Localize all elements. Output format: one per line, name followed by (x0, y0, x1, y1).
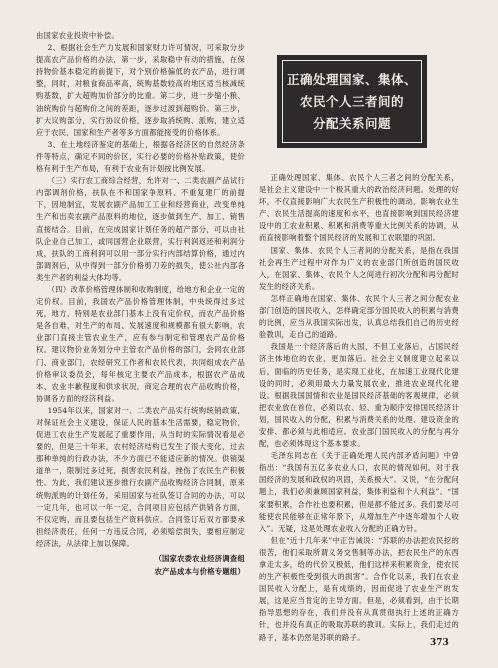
paragraph: 正确处理国家、集体、农民个人三者之间的分配关系，是社会主义建设中一个极其重大的政治经济问题。处理的好坏，不仅直接影响广大农民生产积极性的调动，影响农业生产、农民生活提高的速度和水平，也直接影响到国民经济建设中的工农业积累、积累和消费等重大比例关系的协调，从而直接影响着整个国民经济的发展和工农联盟的巩固。 (259, 173, 459, 243)
article-title-line-1: 正确处理国家、集体、 (286, 71, 417, 87)
paragraph: （三）实行农工商综合经营，允许对一、二类农副产品试行内部调剂价格，扶队在不和国家争原料、不重复建厂的前提下，因地制宜，发展农副产品加工工业和经营商业，改变单纯生产和出卖农副产品原料的地位，逐步做到生产、加工、销售直接结合。目前，在完成国家计划任务的超产部分，可以由社队企业自己加工，或同国营企业联营，实行利润返还和利润分成，扶队的工商利润可以用一部分实行内部结算价格，通过内部调剂后，从中得到一部分价格剪刀差的损失，使公社内部各类生产者的利益大体均等。 (36, 176, 245, 282)
left-column (36, 30, 245, 578)
attribution-line-1: （国家农委农业经济调查组 (154, 554, 245, 564)
article-title-box (277, 55, 427, 148)
attribution-line-2: 农产品成本与价格专题组） (154, 567, 245, 577)
article-title-line-3: 分配关系问题 (312, 115, 391, 131)
attribution (36, 552, 245, 578)
paragraph: （四）改革价格管理体制和收购制度，给地方和企业一定的定价权。目前，我国农产品价格管理体制，中央统得过多过死，地方、特别是农业部门基本上没有定价权，而农产品价格是各自难，对生产的布局、发展速度和规模都有很大影响，农业部门直接主管农业生产，应有参与制定和管理农产品价格权。建议物价业务划分中主管农产品价格的部门，会同农业部门、商业部门，农经研究工作者和农民代表，共同组成农产品价格审议委员会，每年核定主要农产品成本，根据农产品成本、农业丰歉程度和供求状况，商定合理的农产品收购价格，协调各方面的经济利益。 (36, 284, 245, 403)
article-title-line-2: 农民个人三者间的 (299, 93, 404, 109)
right-column (259, 172, 459, 644)
article-title-frame (282, 60, 422, 143)
paragraph: 毛泽东同志在《关于正确处理人民内部矛盾问题》中曾指出：“我国有五亿多农业人口，农民的情况如何，对于我国经济的发展和政权的巩固，关系极大”。又说，“在分配问题上，我们必须兼顾国家利益，集体利益和个人利益”。“国家要积累，合作社也要积累，但是都不能过多。我们要尽可能使农民能够在正常年景下，从增加生产中逐年增加个人收入”。无疑，这是处理农业收入分配的正确方针。 (259, 451, 459, 533)
paragraph: 2、根据社会生产力发展和国家财力许可情况，可采取分步提高农产品价格的办法，第一步，采取稳中有动的措施，在保持物价基本稳定的前提下，对个别价格偏低的农产品，进行调整，同时，对粮食商品率高，统购基数较高的地区适当核减统购基数，扩大超购加价部分的比重。第二步，进一步缩小粮、油统购价与超购价之间的差距，逐步过渡到超购价。第三步，扩大议购部分，实行协议价格，逐步取消统购、派购，建立适应于农民、国家和生产者等多方面都能接受的价格体系。 (36, 43, 245, 137)
paragraph: 由国家农业投资中补偿。 (36, 31, 120, 40)
paragraph: 3、在土地经济鉴定的基础上，根据各经济区的自然经济条件等特点，确定不同的价区，实行必要的价格补贴政策，使价格有利于生产布局，有利于农业有计划按比例发展。 (36, 139, 245, 174)
page-number: 373 (430, 638, 449, 648)
paragraph: 国家、集体、农民个人三者间的分配关系，是指在我国社会再生产过程中对作为广义的农业部门所创造的国民收入，在国家、集体、农民个人之间进行初次分配和再分配时发生的经济关系。 (259, 245, 459, 291)
paragraph: 我国是一个经济落后的大国，不但工业落后，占国民经济主体地位的农业，更加落后。社会主义制度建立起来以后，面临的历史任务，是实现工业化，在加速工业现代化建设的同时，必须用最大力量发展农业，推进农业现代化建设。根据我国国情和农业是国民经济基础的客观规律，必须把农业放在首位，必须以农、轻、重为顺序安排国民经济计划，国民收入的分配，积累与消费关系的处理、建设资金的安排、都必须与此相适应。农业部门国民收入的分配与再分配，也必须体现这个基本要求。 (259, 342, 459, 449)
paragraph: 怎样正确地在国家、集体、农民个人三者之间分配农业部门创造的国民收入，怎样确定部分国民收入的积累与消费的比例，应当从我国实际出发，认真总结我们自己的历史经验教训，走自己的道路。 (259, 293, 459, 340)
paragraph: 1954年以来，国家对一、二类农产品实行统购统销政策，对保证社会主义建设，保证人民的基本生活需要，稳定物价，促进工农业生产发展起了重要作用，从当时的实际情况看是必要的，但是三十年来，农村经济结构已发生了很大变化，过去那种单纯的行政办法，不少方面已不能适应新的情况。供销渠道单一，限制过多过死，损害农民利益，挫伤了农民生产积极性。为此，我们建议逐步推行农副产品收购经济合同制，原来统购派购的计划任务，采用国家与社队签订合同的办法，可以一定几年，也可以一年一定，合同项目应包括产供销各方面，不仅定购，而且要包括生产资料供应。合同签订后双方都要承担经济责任，任何一方违反合同，必须赔偿损失，要相应制定经济法，从法律上加以保障。 (36, 405, 245, 548)
paragraph: 但在“近十几年来”中正告诫说：“苏联的办法把农民挖的很苦，他们采取所谓义务交售制等办法，把农民生产的东西拿走太多，给的代价又极低，他们这样来积累资金，使农民的生产积极性受到很大的损害”。合作化以来，我们在农业国民收入分配上，是有成绩的，因而促进了农业生产的发展，这是应当肯定的主导方面。但是，必须看到，由于长期指导思想的存在，我们并没有从真贯彻执行上述的正确方针，也并没有真正的吸取苏联的教训。实际上，我们走过的路子，基本仍然是苏联的路子。 (259, 535, 459, 642)
